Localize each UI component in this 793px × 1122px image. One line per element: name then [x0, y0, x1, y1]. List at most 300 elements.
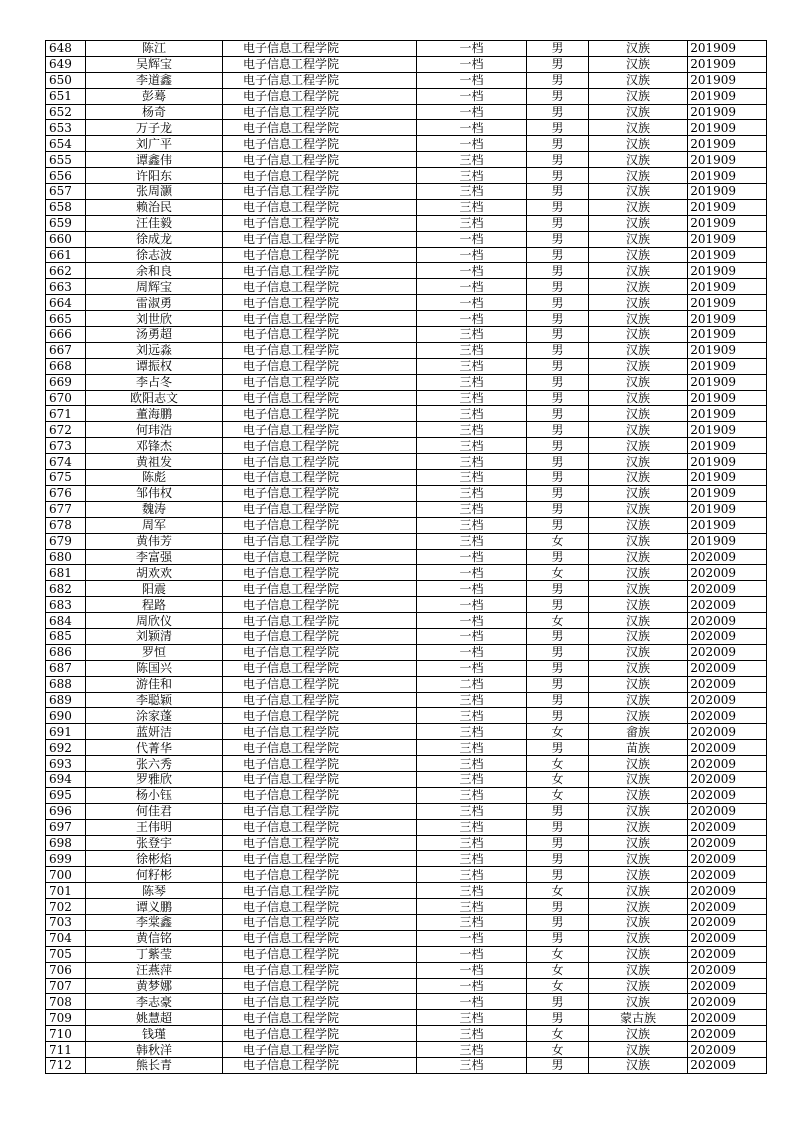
aid-level-cell: 三档 — [417, 867, 527, 883]
ethnicity-cell: 汉族 — [589, 295, 688, 311]
aid-level-cell: 三档 — [417, 438, 527, 454]
gender-cell: 男 — [527, 358, 589, 374]
table-row — [46, 1026, 767, 1042]
aid-level-cell: 一档 — [417, 231, 527, 247]
aid-level-cell: 一档 — [417, 930, 527, 946]
row-number-cell: 672 — [46, 422, 86, 438]
college-cell: 电子信息工程学院 — [223, 184, 417, 200]
student-name-cell: 李占冬 — [86, 374, 223, 390]
college-cell: 电子信息工程学院 — [223, 501, 417, 517]
student-name-cell: 熊长青 — [86, 1058, 223, 1074]
ethnicity-cell: 汉族 — [589, 231, 688, 247]
enrollment-cell: 201909 — [688, 342, 767, 358]
table-row — [46, 279, 767, 295]
table-row — [46, 724, 767, 740]
aid-level-cell: 三档 — [417, 914, 527, 930]
enrollment-cell: 201909 — [688, 517, 767, 533]
enrollment-cell: 201909 — [688, 358, 767, 374]
gender-cell: 男 — [527, 914, 589, 930]
table-row — [46, 104, 767, 120]
row-number-cell: 686 — [46, 644, 86, 660]
gender-cell: 男 — [527, 41, 589, 57]
enrollment-cell: 202009 — [688, 1010, 767, 1026]
gender-cell: 男 — [527, 581, 589, 597]
college-cell: 电子信息工程学院 — [223, 120, 417, 136]
ethnicity-cell: 汉族 — [589, 676, 688, 692]
college-cell: 电子信息工程学院 — [223, 676, 417, 692]
table-row — [46, 199, 767, 215]
college-cell: 电子信息工程学院 — [223, 628, 417, 644]
aid-level-cell: 三档 — [417, 501, 527, 517]
gender-cell: 男 — [527, 597, 589, 613]
enrollment-cell: 202009 — [688, 565, 767, 581]
gender-cell: 男 — [527, 120, 589, 136]
aid-level-cell: 一档 — [417, 660, 527, 676]
aid-level-cell: 二档 — [417, 676, 527, 692]
student-name-cell: 黄祖发 — [86, 454, 223, 470]
aid-level-cell: 一档 — [417, 549, 527, 565]
row-number-cell: 701 — [46, 883, 86, 899]
student-name-cell: 韩秋洋 — [86, 1042, 223, 1058]
ethnicity-cell: 汉族 — [589, 613, 688, 629]
college-cell: 电子信息工程学院 — [223, 485, 417, 501]
enrollment-cell: 201909 — [688, 374, 767, 390]
row-number-cell: 691 — [46, 724, 86, 740]
table-row — [46, 120, 767, 136]
row-number-cell: 688 — [46, 676, 86, 692]
enrollment-cell: 202009 — [688, 787, 767, 803]
ethnicity-cell: 汉族 — [589, 660, 688, 676]
aid-level-cell: 三档 — [417, 819, 527, 835]
gender-cell: 男 — [527, 501, 589, 517]
ethnicity-cell: 汉族 — [589, 946, 688, 962]
ethnicity-cell: 汉族 — [589, 215, 688, 231]
gender-cell: 男 — [527, 994, 589, 1010]
ethnicity-cell: 汉族 — [589, 358, 688, 374]
college-cell: 电子信息工程学院 — [223, 88, 417, 104]
row-number-cell: 661 — [46, 247, 86, 263]
enrollment-cell: 202009 — [688, 676, 767, 692]
college-cell: 电子信息工程学院 — [223, 819, 417, 835]
enrollment-cell: 202009 — [688, 628, 767, 644]
college-cell: 电子信息工程学院 — [223, 136, 417, 152]
enrollment-cell: 202009 — [688, 914, 767, 930]
table-row — [46, 644, 767, 660]
student-name-cell: 刘世欣 — [86, 311, 223, 327]
ethnicity-cell: 汉族 — [589, 708, 688, 724]
row-number-cell: 700 — [46, 867, 86, 883]
aid-level-cell: 三档 — [417, 199, 527, 215]
table-row — [46, 803, 767, 819]
student-name-cell: 刘颖清 — [86, 628, 223, 644]
enrollment-cell: 202009 — [688, 835, 767, 851]
ethnicity-cell: 汉族 — [589, 867, 688, 883]
row-number-cell: 662 — [46, 263, 86, 279]
row-number-cell: 666 — [46, 327, 86, 343]
row-number-cell: 695 — [46, 787, 86, 803]
aid-level-cell: 三档 — [417, 1026, 527, 1042]
gender-cell: 男 — [527, 136, 589, 152]
table-row — [46, 549, 767, 565]
ethnicity-cell: 汉族 — [589, 533, 688, 549]
table-row — [46, 311, 767, 327]
college-cell: 电子信息工程学院 — [223, 470, 417, 486]
row-number-cell: 690 — [46, 708, 86, 724]
ethnicity-cell: 汉族 — [589, 565, 688, 581]
table-row — [46, 692, 767, 708]
table-row — [46, 565, 767, 581]
enrollment-cell: 202009 — [688, 819, 767, 835]
student-name-cell: 陈江 — [86, 41, 223, 57]
college-cell: 电子信息工程学院 — [223, 152, 417, 168]
gender-cell: 女 — [527, 946, 589, 962]
gender-cell: 男 — [527, 199, 589, 215]
student-name-cell: 万子龙 — [86, 120, 223, 136]
table-row — [46, 883, 767, 899]
ethnicity-cell: 汉族 — [589, 470, 688, 486]
student-name-cell: 陈琴 — [86, 883, 223, 899]
ethnicity-cell: 汉族 — [589, 247, 688, 263]
enrollment-cell: 201909 — [688, 501, 767, 517]
gender-cell: 男 — [527, 88, 589, 104]
enrollment-cell: 202009 — [688, 1042, 767, 1058]
row-number-cell: 710 — [46, 1026, 86, 1042]
gender-cell: 男 — [527, 263, 589, 279]
aid-level-cell: 三档 — [417, 422, 527, 438]
aid-level-cell: 三档 — [417, 215, 527, 231]
student-name-cell: 杨奇 — [86, 104, 223, 120]
aid-level-cell: 一档 — [417, 247, 527, 263]
college-cell: 电子信息工程学院 — [223, 787, 417, 803]
aid-level-cell: 三档 — [417, 803, 527, 819]
aid-level-cell: 一档 — [417, 88, 527, 104]
gender-cell: 男 — [527, 247, 589, 263]
enrollment-cell: 201909 — [688, 168, 767, 184]
table-row — [46, 390, 767, 406]
student-name-cell: 徐志波 — [86, 247, 223, 263]
row-number-cell: 682 — [46, 581, 86, 597]
college-cell: 电子信息工程学院 — [223, 454, 417, 470]
student-name-cell: 黄伟芳 — [86, 533, 223, 549]
row-number-cell: 650 — [46, 72, 86, 88]
enrollment-cell: 201909 — [688, 56, 767, 72]
row-number-cell: 694 — [46, 771, 86, 787]
row-number-cell: 678 — [46, 517, 86, 533]
aid-level-cell: 一档 — [417, 644, 527, 660]
ethnicity-cell: 汉族 — [589, 1042, 688, 1058]
ethnicity-cell: 汉族 — [589, 962, 688, 978]
table-row — [46, 1042, 767, 1058]
enrollment-cell: 201909 — [688, 485, 767, 501]
ethnicity-cell: 汉族 — [589, 88, 688, 104]
student-name-cell: 周辉宝 — [86, 279, 223, 295]
ethnicity-cell: 汉族 — [589, 581, 688, 597]
aid-level-cell: 三档 — [417, 724, 527, 740]
enrollment-cell: 202009 — [688, 708, 767, 724]
row-number-cell: 706 — [46, 962, 86, 978]
aid-level-cell: 三档 — [417, 152, 527, 168]
aid-level-cell: 三档 — [417, 358, 527, 374]
student-name-cell: 张登宇 — [86, 835, 223, 851]
enrollment-cell: 201909 — [688, 533, 767, 549]
aid-level-cell: 三档 — [417, 771, 527, 787]
row-number-cell: 685 — [46, 628, 86, 644]
ethnicity-cell: 汉族 — [589, 883, 688, 899]
student-name-cell: 谭鑫伟 — [86, 152, 223, 168]
gender-cell: 男 — [527, 1058, 589, 1074]
table-row — [46, 613, 767, 629]
enrollment-cell: 202009 — [688, 851, 767, 867]
student-name-cell: 邓锋杰 — [86, 438, 223, 454]
gender-cell: 男 — [527, 819, 589, 835]
table-row — [46, 231, 767, 247]
ethnicity-cell: 汉族 — [589, 422, 688, 438]
enrollment-cell: 202009 — [688, 946, 767, 962]
enrollment-cell: 201909 — [688, 152, 767, 168]
enrollment-cell: 201909 — [688, 263, 767, 279]
gender-cell: 男 — [527, 660, 589, 676]
ethnicity-cell: 汉族 — [589, 168, 688, 184]
student-name-cell: 赖治民 — [86, 199, 223, 215]
aid-level-cell: 一档 — [417, 279, 527, 295]
row-number-cell: 681 — [46, 565, 86, 581]
table-row — [46, 978, 767, 994]
college-cell: 电子信息工程学院 — [223, 644, 417, 660]
gender-cell: 男 — [527, 740, 589, 756]
gender-cell: 男 — [527, 485, 589, 501]
enrollment-cell: 201909 — [688, 279, 767, 295]
aid-level-cell: 一档 — [417, 565, 527, 581]
college-cell: 电子信息工程学院 — [223, 708, 417, 724]
student-name-cell: 李道鑫 — [86, 72, 223, 88]
aid-level-cell: 三档 — [417, 692, 527, 708]
ethnicity-cell: 汉族 — [589, 120, 688, 136]
aid-level-cell: 三档 — [417, 851, 527, 867]
ethnicity-cell: 汉族 — [589, 994, 688, 1010]
gender-cell: 男 — [527, 215, 589, 231]
college-cell: 电子信息工程学院 — [223, 215, 417, 231]
student-name-cell: 蓝妍洁 — [86, 724, 223, 740]
enrollment-cell: 201909 — [688, 120, 767, 136]
aid-level-cell: 一档 — [417, 978, 527, 994]
row-number-cell: 660 — [46, 231, 86, 247]
college-cell: 电子信息工程学院 — [223, 311, 417, 327]
college-cell: 电子信息工程学院 — [223, 374, 417, 390]
table-row — [46, 422, 767, 438]
table-row — [46, 263, 767, 279]
table-row — [46, 533, 767, 549]
row-number-cell: 649 — [46, 56, 86, 72]
gender-cell: 男 — [527, 899, 589, 915]
aid-level-cell: 三档 — [417, 406, 527, 422]
student-name-cell: 吴辉宝 — [86, 56, 223, 72]
college-cell: 电子信息工程学院 — [223, 613, 417, 629]
row-number-cell: 658 — [46, 199, 86, 215]
student-name-cell: 涂家蓬 — [86, 708, 223, 724]
college-cell: 电子信息工程学院 — [223, 56, 417, 72]
table-row — [46, 962, 767, 978]
enrollment-cell: 202009 — [688, 660, 767, 676]
table-row — [46, 740, 767, 756]
college-cell: 电子信息工程学院 — [223, 899, 417, 915]
aid-level-cell: 一档 — [417, 613, 527, 629]
college-cell: 电子信息工程学院 — [223, 740, 417, 756]
aid-level-cell: 一档 — [417, 946, 527, 962]
ethnicity-cell: 汉族 — [589, 914, 688, 930]
ethnicity-cell: 汉族 — [589, 978, 688, 994]
gender-cell: 男 — [527, 184, 589, 200]
ethnicity-cell: 汉族 — [589, 692, 688, 708]
ethnicity-cell: 汉族 — [589, 1026, 688, 1042]
gender-cell: 男 — [527, 422, 589, 438]
row-number-cell: 654 — [46, 136, 86, 152]
enrollment-cell: 201909 — [688, 184, 767, 200]
table-row — [46, 835, 767, 851]
college-cell: 电子信息工程学院 — [223, 406, 417, 422]
document-page — [45, 40, 766, 1074]
student-name-cell: 李棠鑫 — [86, 914, 223, 930]
aid-level-cell: 三档 — [417, 756, 527, 772]
student-name-cell: 徐彬焰 — [86, 851, 223, 867]
gender-cell: 男 — [527, 438, 589, 454]
student-name-cell: 徐成龙 — [86, 231, 223, 247]
student-name-cell: 胡欢欢 — [86, 565, 223, 581]
aid-level-cell: 三档 — [417, 1042, 527, 1058]
enrollment-cell: 201909 — [688, 295, 767, 311]
row-number-cell: 663 — [46, 279, 86, 295]
gender-cell: 女 — [527, 1042, 589, 1058]
row-number-cell: 673 — [46, 438, 86, 454]
student-name-cell: 谭振权 — [86, 358, 223, 374]
table-row — [46, 56, 767, 72]
row-number-cell: 712 — [46, 1058, 86, 1074]
enrollment-cell: 201909 — [688, 406, 767, 422]
table-row — [46, 470, 767, 486]
college-cell: 电子信息工程学院 — [223, 565, 417, 581]
college-cell: 电子信息工程学院 — [223, 914, 417, 930]
table-row — [46, 517, 767, 533]
table-row — [46, 819, 767, 835]
gender-cell: 男 — [527, 168, 589, 184]
aid-level-cell: 三档 — [417, 390, 527, 406]
table-row — [46, 72, 767, 88]
gender-cell: 男 — [527, 374, 589, 390]
row-number-cell: 653 — [46, 120, 86, 136]
table-row — [46, 628, 767, 644]
table-row — [46, 406, 767, 422]
gender-cell: 女 — [527, 565, 589, 581]
gender-cell: 男 — [527, 644, 589, 660]
row-number-cell: 664 — [46, 295, 86, 311]
ethnicity-cell: 汉族 — [589, 152, 688, 168]
gender-cell: 男 — [527, 152, 589, 168]
enrollment-cell: 202009 — [688, 549, 767, 565]
table-row — [46, 756, 767, 772]
college-cell: 电子信息工程学院 — [223, 1042, 417, 1058]
student-name-cell: 周军 — [86, 517, 223, 533]
aid-level-cell: 一档 — [417, 263, 527, 279]
enrollment-cell: 201909 — [688, 470, 767, 486]
aid-level-cell: 三档 — [417, 787, 527, 803]
ethnicity-cell: 汉族 — [589, 342, 688, 358]
gender-cell: 男 — [527, 549, 589, 565]
student-name-cell: 钱瑾 — [86, 1026, 223, 1042]
table-row — [46, 1010, 767, 1026]
gender-cell: 男 — [527, 279, 589, 295]
table-row — [46, 851, 767, 867]
row-number-cell: 693 — [46, 756, 86, 772]
aid-level-cell: 三档 — [417, 533, 527, 549]
college-cell: 电子信息工程学院 — [223, 883, 417, 899]
enrollment-cell: 202009 — [688, 930, 767, 946]
college-cell: 电子信息工程学院 — [223, 390, 417, 406]
gender-cell: 男 — [527, 454, 589, 470]
college-cell: 电子信息工程学院 — [223, 946, 417, 962]
row-number-cell: 708 — [46, 994, 86, 1010]
college-cell: 电子信息工程学院 — [223, 692, 417, 708]
enrollment-cell: 202009 — [688, 613, 767, 629]
row-number-cell: 657 — [46, 184, 86, 200]
gender-cell: 女 — [527, 883, 589, 899]
student-name-cell: 杨小钰 — [86, 787, 223, 803]
college-cell: 电子信息工程学院 — [223, 930, 417, 946]
aid-level-cell: 三档 — [417, 1010, 527, 1026]
college-cell: 电子信息工程学院 — [223, 438, 417, 454]
row-number-cell: 684 — [46, 613, 86, 629]
row-number-cell: 702 — [46, 899, 86, 915]
enrollment-cell: 201909 — [688, 88, 767, 104]
student-name-cell: 欧阳志文 — [86, 390, 223, 406]
table-row — [46, 787, 767, 803]
aid-level-cell: 一档 — [417, 136, 527, 152]
gender-cell: 女 — [527, 771, 589, 787]
college-cell: 电子信息工程学院 — [223, 199, 417, 215]
row-number-cell: 668 — [46, 358, 86, 374]
table-row — [46, 136, 767, 152]
gender-cell: 男 — [527, 835, 589, 851]
ethnicity-cell: 汉族 — [589, 787, 688, 803]
table-row — [46, 168, 767, 184]
row-number-cell: 680 — [46, 549, 86, 565]
table-row — [46, 771, 767, 787]
table-row — [46, 994, 767, 1010]
college-cell: 电子信息工程学院 — [223, 756, 417, 772]
aid-level-cell: 一档 — [417, 962, 527, 978]
gender-cell: 男 — [527, 327, 589, 343]
enrollment-cell: 201909 — [688, 454, 767, 470]
row-number-cell: 659 — [46, 215, 86, 231]
table-row — [46, 501, 767, 517]
gender-cell: 男 — [527, 517, 589, 533]
college-cell: 电子信息工程学院 — [223, 533, 417, 549]
ethnicity-cell: 汉族 — [589, 374, 688, 390]
gender-cell: 男 — [527, 295, 589, 311]
student-name-cell: 罗恒 — [86, 644, 223, 660]
enrollment-cell: 201909 — [688, 41, 767, 57]
college-cell: 电子信息工程学院 — [223, 835, 417, 851]
row-number-cell: 648 — [46, 41, 86, 57]
college-cell: 电子信息工程学院 — [223, 581, 417, 597]
college-cell: 电子信息工程学院 — [223, 1010, 417, 1026]
gender-cell: 女 — [527, 533, 589, 549]
enrollment-cell: 202009 — [688, 978, 767, 994]
student-name-cell: 程路 — [86, 597, 223, 613]
ethnicity-cell: 汉族 — [589, 41, 688, 57]
aid-level-cell: 三档 — [417, 168, 527, 184]
student-roster-table — [45, 40, 767, 1074]
enrollment-cell: 201909 — [688, 327, 767, 343]
ethnicity-cell: 汉族 — [589, 771, 688, 787]
